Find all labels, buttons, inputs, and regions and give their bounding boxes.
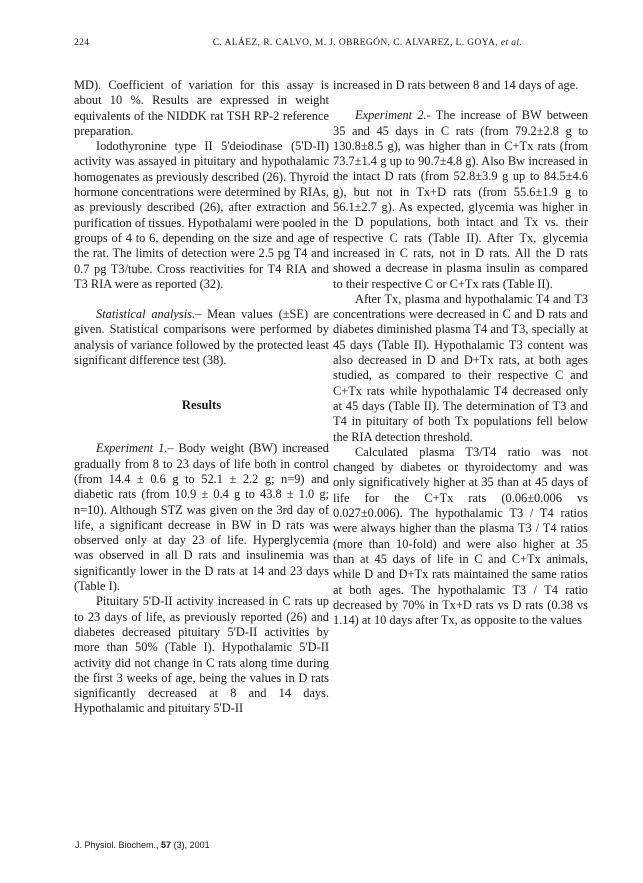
paragraph-continuation: increased in D rats between 8 and 14 days of age. (333, 78, 579, 92)
experiment-2-lead: Experiment 2. (355, 108, 427, 123)
experiment-1-lead: Experiment 1. (96, 441, 168, 456)
journal-name: J. Physiol. Biochem., (75, 840, 159, 850)
author-list: C. ALÁEZ, R. CALVO, M. J. OBREGÓN, C. ALVAREZ, L. GOYA, (212, 38, 499, 48)
experiment-1-text: – Body weight (BW) increased gradually from 8 to 23 days of life both in control (from 14.4 ± 0.6 g to 52.1 ± 2.2 g; n=9) and diabetic rats (from 10.9 ± 0.4 g to 43.8 ± 1.0 g; n=10). Although STZ was given on the 3rd day of life, a significant decrease in BW in D rats was observed only at day 23 of life. Hyperglycemia was observed in all D rats and insulinemia was significantly lower in the D rats at 14 and 23 days (Table I). (74, 441, 329, 594)
paragraph-experiment-2 (333, 108, 588, 292)
journal-volume: 57 (161, 840, 172, 850)
statistical-analysis-lead: Statistical analysis. (96, 307, 196, 322)
paragraph-tx-hormones: After Tx, plasma and hypothalamic T4 and T3 concentrations were decreased in C and D rats and diabetes diminished plasma T4 and T3, specially at 45 days (Table II). Hypothalamic T3 content was also decreased in D and D+Tx rats, at both ages studied, as compared to their respective C and C+Tx rats while hypothalamic T4 decreased only at 45 days (Table II). The determination of T3 and T4 in pituitary of both Tx populations fell below the RIA detection threshold. (333, 291, 588, 444)
page-number: 224 (74, 38, 90, 48)
journal-footer (75, 840, 210, 851)
left-column (74, 78, 329, 717)
running-authors (164, 37, 571, 49)
paragraph-pituitary-5dii: Pituitary 5'D-II activity increased in C rats up to 23 days of life, as previously reported (26) and diabetes decreased pituitary 5'D-II activities by more than 50% (Table I). Hypothalamic 5'D-II activity did not change in C rats along time during the first 3 weeks of age, being the values in D rats significantly decreased at 8 and 14 days. Hypothalamic and pituitary 5'D-II (74, 594, 329, 716)
paragraph-experiment-1 (74, 441, 329, 594)
paragraph-deiodinase-assay: Iodothyronine type II 5'deiodinase (5'D-II) activity was assayed in pituitary and hypothalamic homogenates as previously described (26). Thyroid hormone concentrations were determined by RIAs, as previously described (26), after extraction and purification of tissues. Hypothalami were pooled in groups of 4 to 6, depending on the size and age of the rat. The limits of detection were 2.5 pg T4 and 0.7 pg T3/tube. Cross reactivities for T4 RIA and T3 RIA were as reported (32). (74, 139, 329, 291)
paragraph-statistical-analysis (74, 307, 329, 368)
statistical-analysis-text: – Mean values (±SE) are given. Statistical comparisons were performed by analysis of variance followed by the protected least significant difference test (38). (74, 307, 330, 368)
paragraph-ria-method: MD). Coefficient of variation for this assay is about 10 %. Results are expressed in weight equivalents of the NIDDK rat TSH RP-2 reference preparation. (74, 78, 329, 138)
et-al: et al. (500, 38, 523, 48)
journal-issue-year: (3), 2001 (173, 840, 210, 850)
right-column (333, 78, 588, 628)
paragraph-t3-t4-ratio: Calculated plasma T3/T4 ratio was not changed by diabetes or thyroidectomy and was only significatively higher at 35 than at 45 days of life for the C+Tx rats (0.06±0.006 vs 0.027±0.006). The hypothalamic T3 / T4 ratios were always higher than the plasma T3 / T4 ratios (more than 10-fold) and were also higher at 35 than at 45 days of life in C and C+Tx animals, while D and D+Tx rats maintained the same ratios at both ages. The hypothalamic T3 / T4 ratio decreased by 70% in Tx+D rats vs D rats (0.38 vs 1.14) at 10 days after Tx, as opposite to the values (333, 444, 588, 628)
section-heading-results: Results (181, 398, 222, 413)
experiment-2-text: - The increase of BW between 35 and 45 days in C rats (from 79.2±2.8 g to 130.8±8.5 g), was higher than in C+Tx rats (from 73.7±1.4 g up to 90.7±4.8 g). Also Bw increased in the intact D rats (from 52.8±3.9 g up to 84.5±4.6 g), but not in Tx+D rats (from 55.6±1.9 g to 56.1±2.7 g). As expected, glycemia was higher in the D populations, both intact and Tx vs. their respective C rats (Table II). After Tx, glycemia increased in C rats, not in D rats. All the D rats showed a decrease in plasma insulin as compared to their respective C or C+Tx rats (Table II). (333, 108, 588, 291)
